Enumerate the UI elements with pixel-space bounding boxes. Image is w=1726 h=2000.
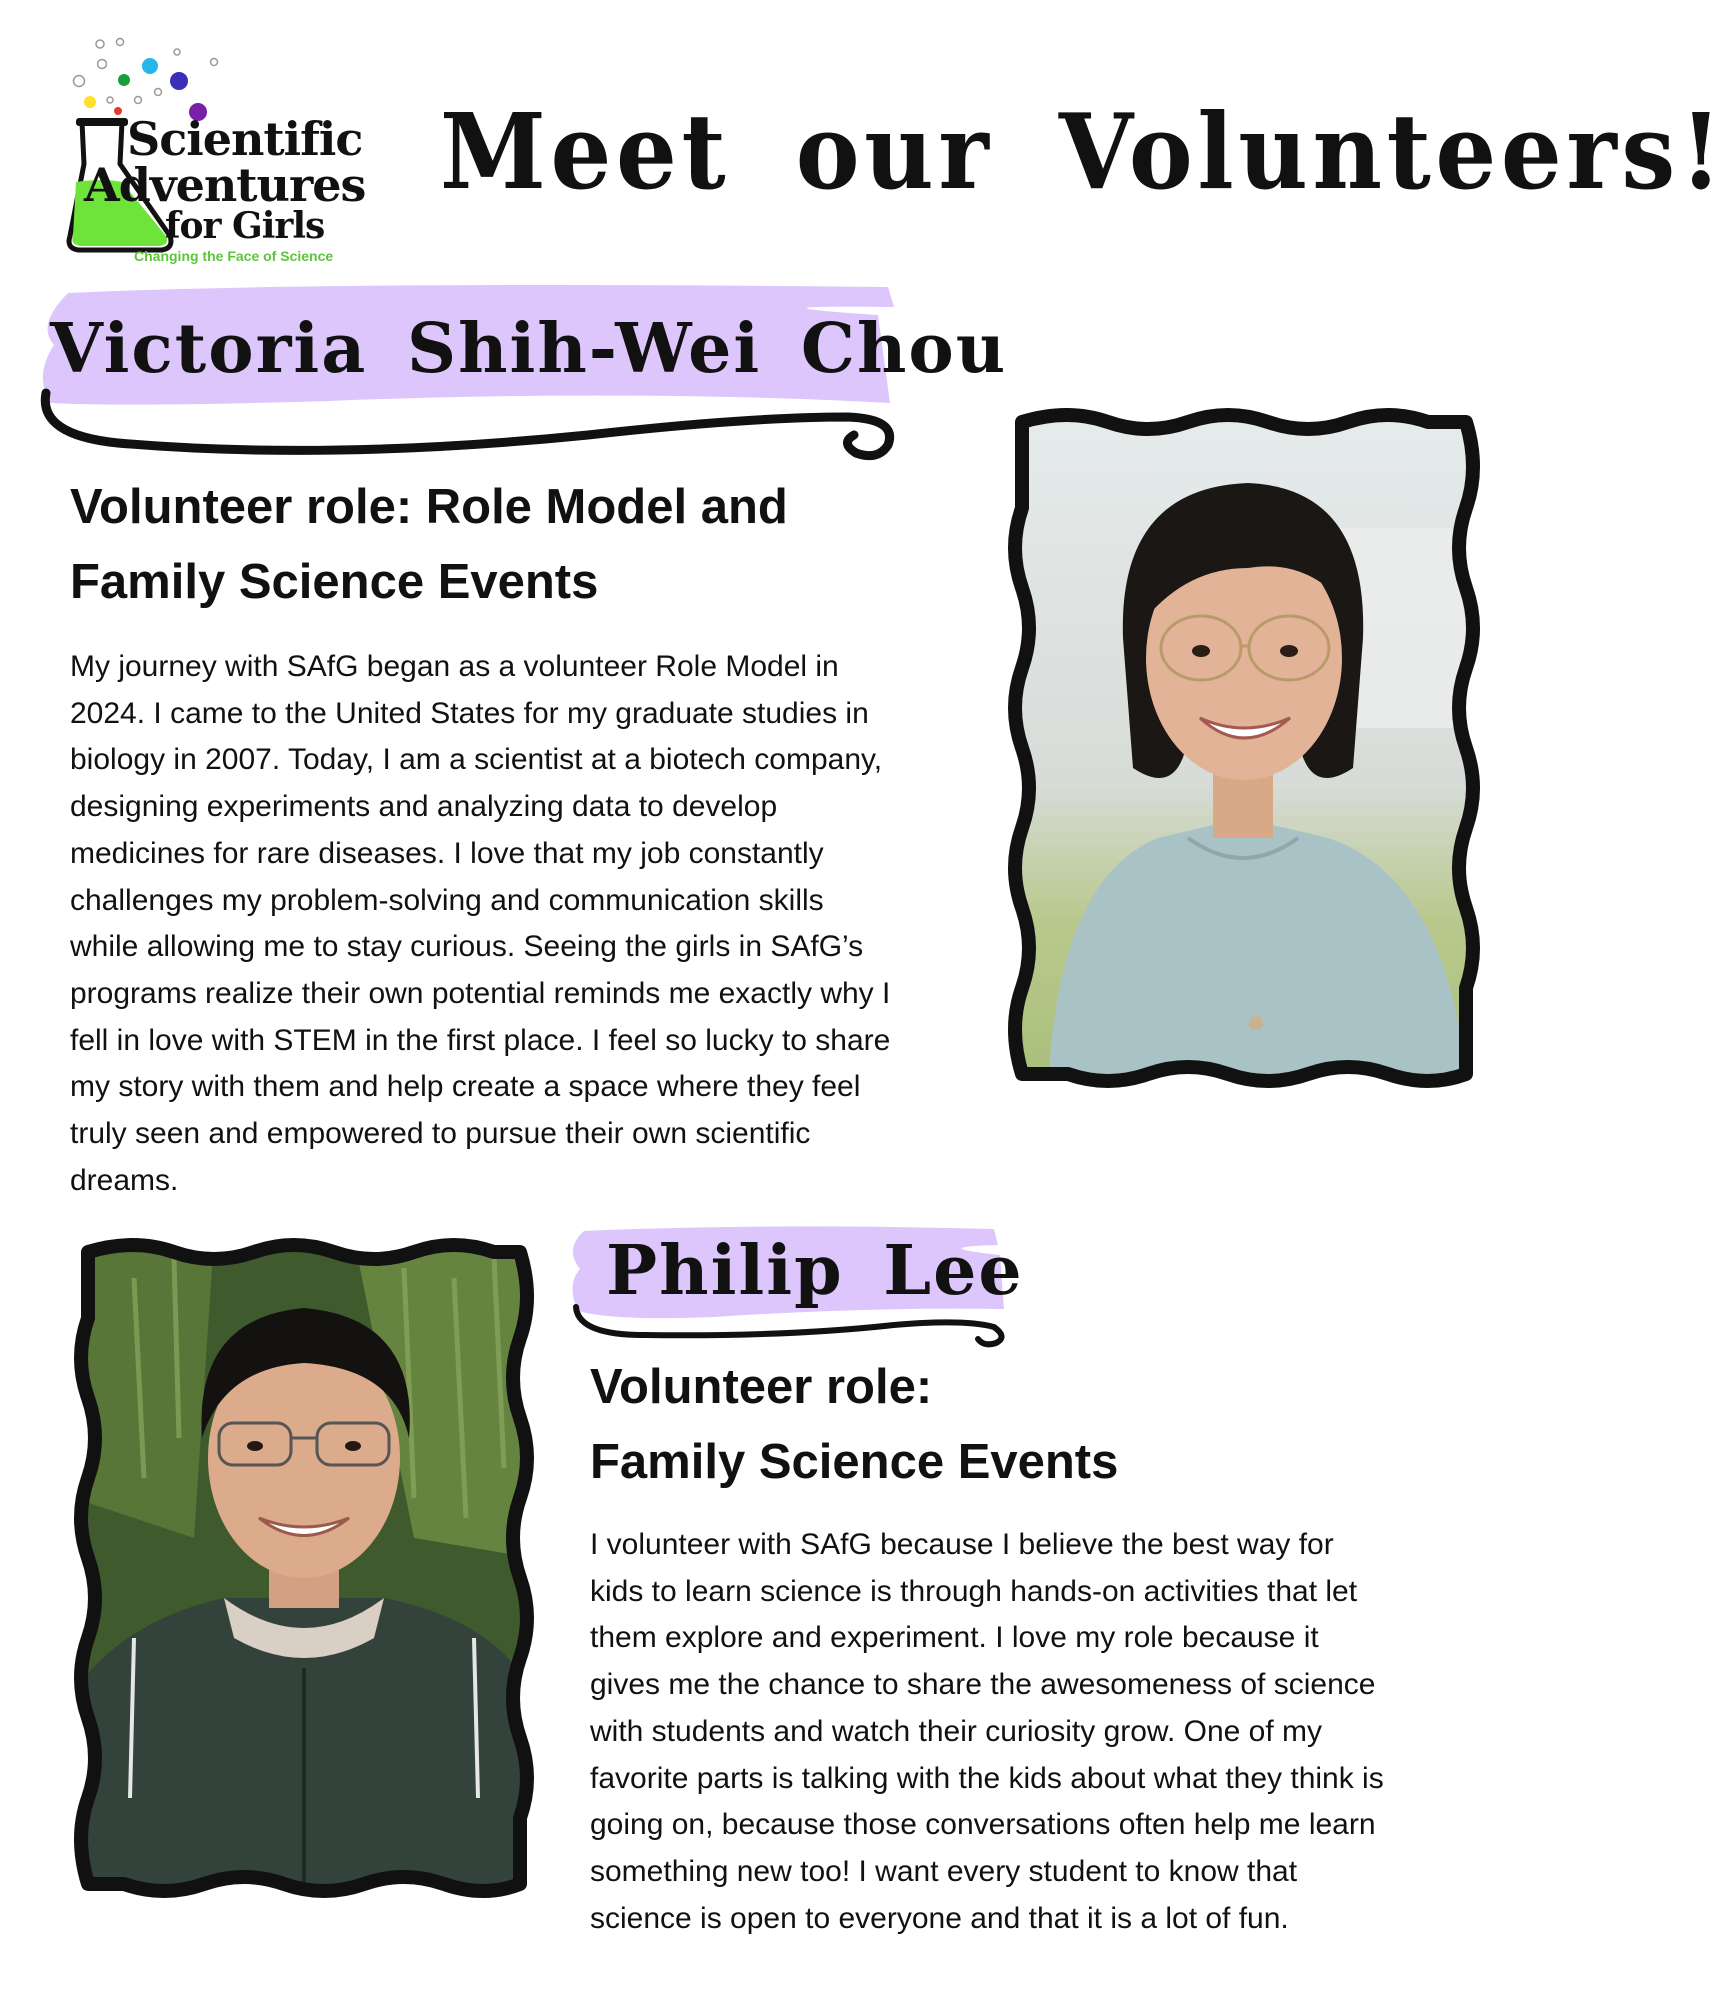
volunteer-photo-philip xyxy=(74,1238,534,1898)
page-headline: Meet our Volunteers! xyxy=(440,90,1726,213)
volunteer-role xyxy=(590,1350,1118,1500)
role-line: Family Science Events xyxy=(70,555,599,609)
volunteer-name: Philip Lee xyxy=(606,1231,1024,1311)
bio-line: my story with them and help create a space where they feel xyxy=(70,1070,861,1104)
name-banner-philip xyxy=(564,1225,1024,1350)
bio-line: designing experiments and analyzing data to develop xyxy=(70,790,778,824)
bio-line: challenges my problem-solving and communication skills xyxy=(70,883,824,917)
bio-line: programs realize their own potential reminds me exactly why I xyxy=(70,976,891,1010)
volunteer-bio xyxy=(590,1522,1384,1942)
bio-line: something new too! I want every student to know that xyxy=(590,1854,1298,1888)
bio-line: fell in love with STEM in the first place. I feel so lucky to share xyxy=(70,1023,891,1057)
role-line: Volunteer role: xyxy=(590,1360,933,1414)
bio-line: them explore and experiment. I love my role because it xyxy=(590,1621,1319,1655)
volunteer-role xyxy=(70,470,788,620)
volunteer-name: Victoria Shih-Wei Chou xyxy=(50,309,1008,389)
bio-line: truly seen and empowered to pursue their own scientific xyxy=(70,1117,811,1151)
bio-line: 2024. I came to the United States for my graduate studies in xyxy=(70,696,869,730)
role-line: Family Science Events xyxy=(590,1435,1119,1489)
volunteer-photo-victoria xyxy=(1008,408,1480,1088)
bio-line: gives me the chance to share the awesomeness of science xyxy=(590,1668,1376,1702)
bio-line: going on, because those conversations often help me learn xyxy=(590,1808,1376,1842)
logo-text-adventures: Adventures xyxy=(84,158,366,212)
logo-text-scientific: Scientific xyxy=(127,112,363,166)
bio-line: medicines for rare diseases. I love that my job constantly xyxy=(70,836,824,870)
bio-line: kids to learn science is through hands-on activities that let xyxy=(590,1574,1358,1608)
logo-tagline: Changing the Face of Science xyxy=(134,248,334,264)
portrait-photo xyxy=(1008,408,1480,1088)
org-logo xyxy=(62,36,402,272)
portrait-photo xyxy=(74,1238,534,1898)
name-banner-victoria xyxy=(28,285,1008,475)
bio-line: dreams. xyxy=(70,1163,179,1197)
volunteer-bio xyxy=(70,644,890,1204)
bio-line: favorite parts is talking with the kids about what they think is xyxy=(590,1761,1384,1795)
bio-line: My journey with SAfG began as a volunteer Role Model in xyxy=(70,650,839,683)
role-line: Volunteer role: Role Model and xyxy=(70,480,788,534)
bio-line: I volunteer with SAfG because I believe the best way for xyxy=(590,1528,1334,1561)
bio-line: biology in 2007. Today, I am a scientist at a biotech company, xyxy=(70,743,883,777)
bio-line: while allowing me to stay curious. Seeing the girls in SAfG’s xyxy=(70,930,864,964)
bio-line: with students and watch their curiosity grow. One of my xyxy=(590,1714,1322,1748)
bio-line: science is open to everyone and that it is a lot of fun. xyxy=(590,1901,1289,1935)
logo-text-for-girls: for Girls xyxy=(165,205,325,247)
